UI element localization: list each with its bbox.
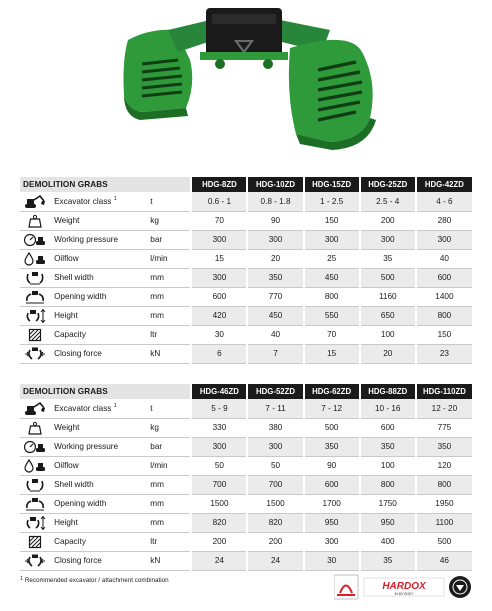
row-label-text: Capacity <box>54 537 86 546</box>
table-row <box>20 230 472 249</box>
table-cell: 500 <box>360 268 416 287</box>
pressure-gauge-icon <box>20 437 50 456</box>
table-cell: 820 <box>247 513 303 532</box>
specs-table-1 <box>20 177 472 364</box>
table-cell: 35 <box>360 249 416 268</box>
table-title: DEMOLITION GRABS <box>20 384 191 399</box>
table-cell: 100 <box>360 325 416 344</box>
row-unit: kN <box>148 344 191 363</box>
excavator-icon <box>20 399 50 418</box>
opening-width-icon <box>20 494 50 513</box>
table-cell: 350 <box>247 268 303 287</box>
footnote-marker: 1 <box>20 576 24 582</box>
table-cell: 90 <box>304 456 360 475</box>
table-cell: 35 <box>360 551 416 570</box>
demolition-grab-image <box>0 0 492 160</box>
row-label <box>50 268 148 287</box>
row-label-text: Height <box>54 518 78 527</box>
table-cell: 500 <box>304 418 360 437</box>
row-label <box>50 437 148 456</box>
table-cell: 200 <box>191 532 247 551</box>
table-cell: 800 <box>416 475 472 494</box>
row-label-text: Excavator class <box>54 197 112 206</box>
specs-body-1 <box>20 192 472 363</box>
row-label-text: Shell width <box>54 480 94 489</box>
row-label-text: Working pressure <box>54 235 119 244</box>
table-cell: 7 <box>247 344 303 363</box>
table-cell: 450 <box>247 306 303 325</box>
row-label-text: Height <box>54 311 78 320</box>
table-cell: 0.6 - 1 <box>191 192 247 211</box>
oil-drop-icon <box>20 249 50 268</box>
table-cell: 300 <box>360 230 416 249</box>
model-header: HDG-88ZD <box>360 384 416 399</box>
table-cell: 150 <box>304 211 360 230</box>
row-unit: ltr <box>148 532 191 551</box>
oil-drop-icon <box>20 456 50 475</box>
table-cell: 550 <box>304 306 360 325</box>
weight-icon <box>20 418 50 437</box>
table-cell: 90 <box>247 211 303 230</box>
table-cell: 1400 <box>416 287 472 306</box>
table-cell: 800 <box>360 475 416 494</box>
table-cell: 350 <box>360 437 416 456</box>
table-cell: 770 <box>247 287 303 306</box>
row-label-text: Closing force <box>54 556 102 565</box>
table-cell: 350 <box>416 437 472 456</box>
specs-body-2 <box>20 399 472 570</box>
row-label <box>50 513 148 532</box>
row-label <box>50 418 148 437</box>
row-label <box>50 344 148 363</box>
table-cell: 420 <box>191 306 247 325</box>
table-header-row <box>20 177 472 192</box>
table-cell: 700 <box>191 475 247 494</box>
model-header: HDG-25ZD <box>360 177 416 192</box>
table-cell: 600 <box>416 268 472 287</box>
table-row <box>20 513 472 532</box>
row-label-text: Excavator class <box>54 404 112 413</box>
row-unit: l/min <box>148 249 191 268</box>
table-cell: 7 - 12 <box>304 399 360 418</box>
table-cell: 70 <box>304 325 360 344</box>
table-row <box>20 456 472 475</box>
table-cell: 70 <box>191 211 247 230</box>
table-cell: 6 <box>191 344 247 363</box>
row-unit: mm <box>148 494 191 513</box>
table-cell: 5 - 9 <box>191 399 247 418</box>
table-cell: 120 <box>416 456 472 475</box>
row-unit: mm <box>148 268 191 287</box>
footnote-marker: 1 <box>113 403 117 409</box>
table-cell: 15 <box>304 344 360 363</box>
table-cell: 24 <box>247 551 303 570</box>
table-cell: 1 - 2.5 <box>304 192 360 211</box>
row-unit: mm <box>148 513 191 532</box>
table-cell: 380 <box>247 418 303 437</box>
brand-circle-logo-icon <box>449 576 471 598</box>
table-cell: 12 - 20 <box>416 399 472 418</box>
row-label-text: Oilflow <box>54 254 79 263</box>
table-row <box>20 268 472 287</box>
table-cell: 1160 <box>360 287 416 306</box>
weight-icon <box>20 211 50 230</box>
model-header: HDG-62ZD <box>304 384 360 399</box>
row-unit: bar <box>148 437 191 456</box>
table-cell: 150 <box>416 325 472 344</box>
capacity-icon <box>20 325 50 344</box>
row-label <box>50 325 148 344</box>
height-icon <box>20 513 50 532</box>
table-cell: 4 - 6 <box>416 192 472 211</box>
table-row <box>20 306 472 325</box>
row-label-text: Weight <box>54 423 80 432</box>
table-cell: 200 <box>360 211 416 230</box>
row-label-text: Oilflow <box>54 461 79 470</box>
row-label <box>50 456 148 475</box>
table-row <box>20 249 472 268</box>
table-cell: 1500 <box>247 494 303 513</box>
hardox-logo <box>364 578 444 596</box>
model-header: HDG-8ZD <box>191 177 247 192</box>
table-row <box>20 418 472 437</box>
row-label <box>50 230 148 249</box>
table-cell: 15 <box>191 249 247 268</box>
table-title: DEMOLITION GRABS <box>20 177 191 192</box>
table-cell: 300 <box>247 230 303 249</box>
shell-width-icon <box>20 475 50 494</box>
table-row <box>20 551 472 570</box>
table-cell: 800 <box>416 306 472 325</box>
table-cell: 300 <box>416 230 472 249</box>
table-cell: 20 <box>247 249 303 268</box>
table-cell: 50 <box>191 456 247 475</box>
table-cell: 10 - 16 <box>360 399 416 418</box>
table-cell: 300 <box>191 230 247 249</box>
model-header: HDG-42ZD <box>416 177 472 192</box>
shell-width-icon <box>20 268 50 287</box>
table-cell: 23 <box>416 344 472 363</box>
table-cell: 330 <box>191 418 247 437</box>
table-row <box>20 437 472 456</box>
row-unit: l/min <box>148 456 191 475</box>
table-cell: 300 <box>304 532 360 551</box>
table-cell: 600 <box>304 475 360 494</box>
table-cell: 700 <box>247 475 303 494</box>
specs-table-2 <box>20 384 472 571</box>
row-unit: mm <box>148 475 191 494</box>
footnote-marker: 1 <box>113 196 117 202</box>
hardox-wordmark: HARDOX <box>382 581 426 592</box>
row-label <box>50 494 148 513</box>
table-cell: 24 <box>191 551 247 570</box>
row-label <box>50 249 148 268</box>
table-cell: 1950 <box>416 494 472 513</box>
model-header: HDG-52ZD <box>247 384 303 399</box>
table-cell: 300 <box>191 268 247 287</box>
row-label <box>50 399 148 418</box>
row-label-text: Working pressure <box>54 442 119 451</box>
row-unit: kN <box>148 551 191 570</box>
table-cell: 300 <box>191 437 247 456</box>
table-row <box>20 192 472 211</box>
table-cell: 950 <box>304 513 360 532</box>
table-cell: 1500 <box>191 494 247 513</box>
pressure-gauge-icon <box>20 230 50 249</box>
table-cell: 1700 <box>304 494 360 513</box>
row-unit: bar <box>148 230 191 249</box>
table-cell: 100 <box>360 456 416 475</box>
table-row <box>20 532 472 551</box>
row-unit: ltr <box>148 325 191 344</box>
model-header: HDG-46ZD <box>191 384 247 399</box>
footnote-text: Recommended excavator / attachment combination <box>24 577 169 584</box>
row-label <box>50 306 148 325</box>
excavator-icon <box>20 192 50 211</box>
row-label <box>50 475 148 494</box>
row-label-text: Closing force <box>54 349 102 358</box>
row-unit: mm <box>148 287 191 306</box>
table-row <box>20 325 472 344</box>
closing-force-icon <box>20 344 50 363</box>
table-row <box>20 494 472 513</box>
table-cell: 30 <box>304 551 360 570</box>
hardox-tagline: IN MY BODY <box>394 592 414 596</box>
table-cell: 40 <box>416 249 472 268</box>
table-cell: 20 <box>360 344 416 363</box>
row-unit: kg <box>148 211 191 230</box>
model-header: HDG-110ZD <box>416 384 472 399</box>
row-label-text: Shell width <box>54 273 94 282</box>
table-row <box>20 399 472 418</box>
closing-force-icon <box>20 551 50 570</box>
height-icon <box>20 306 50 325</box>
table-cell: 600 <box>360 418 416 437</box>
table-cell: 25 <box>304 249 360 268</box>
certification-logo-icon <box>334 575 358 599</box>
row-label <box>50 287 148 306</box>
row-label <box>50 211 148 230</box>
table-cell: 7 - 11 <box>247 399 303 418</box>
table-row <box>20 211 472 230</box>
footnote <box>20 577 169 584</box>
table-cell: 200 <box>247 532 303 551</box>
row-label-text: Opening width <box>54 292 107 301</box>
model-header: HDG-15ZD <box>304 177 360 192</box>
table-cell: 500 <box>416 532 472 551</box>
table-header-row <box>20 384 472 399</box>
row-label-text: Capacity <box>54 330 86 339</box>
table-cell: 800 <box>304 287 360 306</box>
row-label <box>50 532 148 551</box>
table-cell: 46 <box>416 551 472 570</box>
table-cell: 300 <box>304 230 360 249</box>
table-cell: 600 <box>191 287 247 306</box>
table-cell: 1750 <box>360 494 416 513</box>
opening-width-icon <box>20 287 50 306</box>
table-cell: 30 <box>191 325 247 344</box>
row-label <box>50 551 148 570</box>
row-unit: mm <box>148 306 191 325</box>
table-cell: 300 <box>247 437 303 456</box>
table-cell: 2.5 - 4 <box>360 192 416 211</box>
table-cell: 350 <box>304 437 360 456</box>
table-cell: 280 <box>416 211 472 230</box>
table-cell: 950 <box>360 513 416 532</box>
table-cell: 775 <box>416 418 472 437</box>
table-cell: 50 <box>247 456 303 475</box>
capacity-icon <box>20 532 50 551</box>
table-cell: 40 <box>247 325 303 344</box>
table-cell: 0.8 - 1.8 <box>247 192 303 211</box>
logo-strip <box>334 574 472 600</box>
table-row <box>20 475 472 494</box>
row-label <box>50 192 148 211</box>
row-unit: t <box>148 399 191 418</box>
table-cell: 650 <box>360 306 416 325</box>
table-cell: 1100 <box>416 513 472 532</box>
table-row <box>20 287 472 306</box>
model-header: HDG-10ZD <box>247 177 303 192</box>
row-unit: kg <box>148 418 191 437</box>
table-cell: 450 <box>304 268 360 287</box>
row-label-text: Weight <box>54 216 80 225</box>
table-cell: 820 <box>191 513 247 532</box>
row-unit: t <box>148 192 191 211</box>
table-cell: 400 <box>360 532 416 551</box>
row-label-text: Opening width <box>54 499 107 508</box>
table-row <box>20 344 472 363</box>
